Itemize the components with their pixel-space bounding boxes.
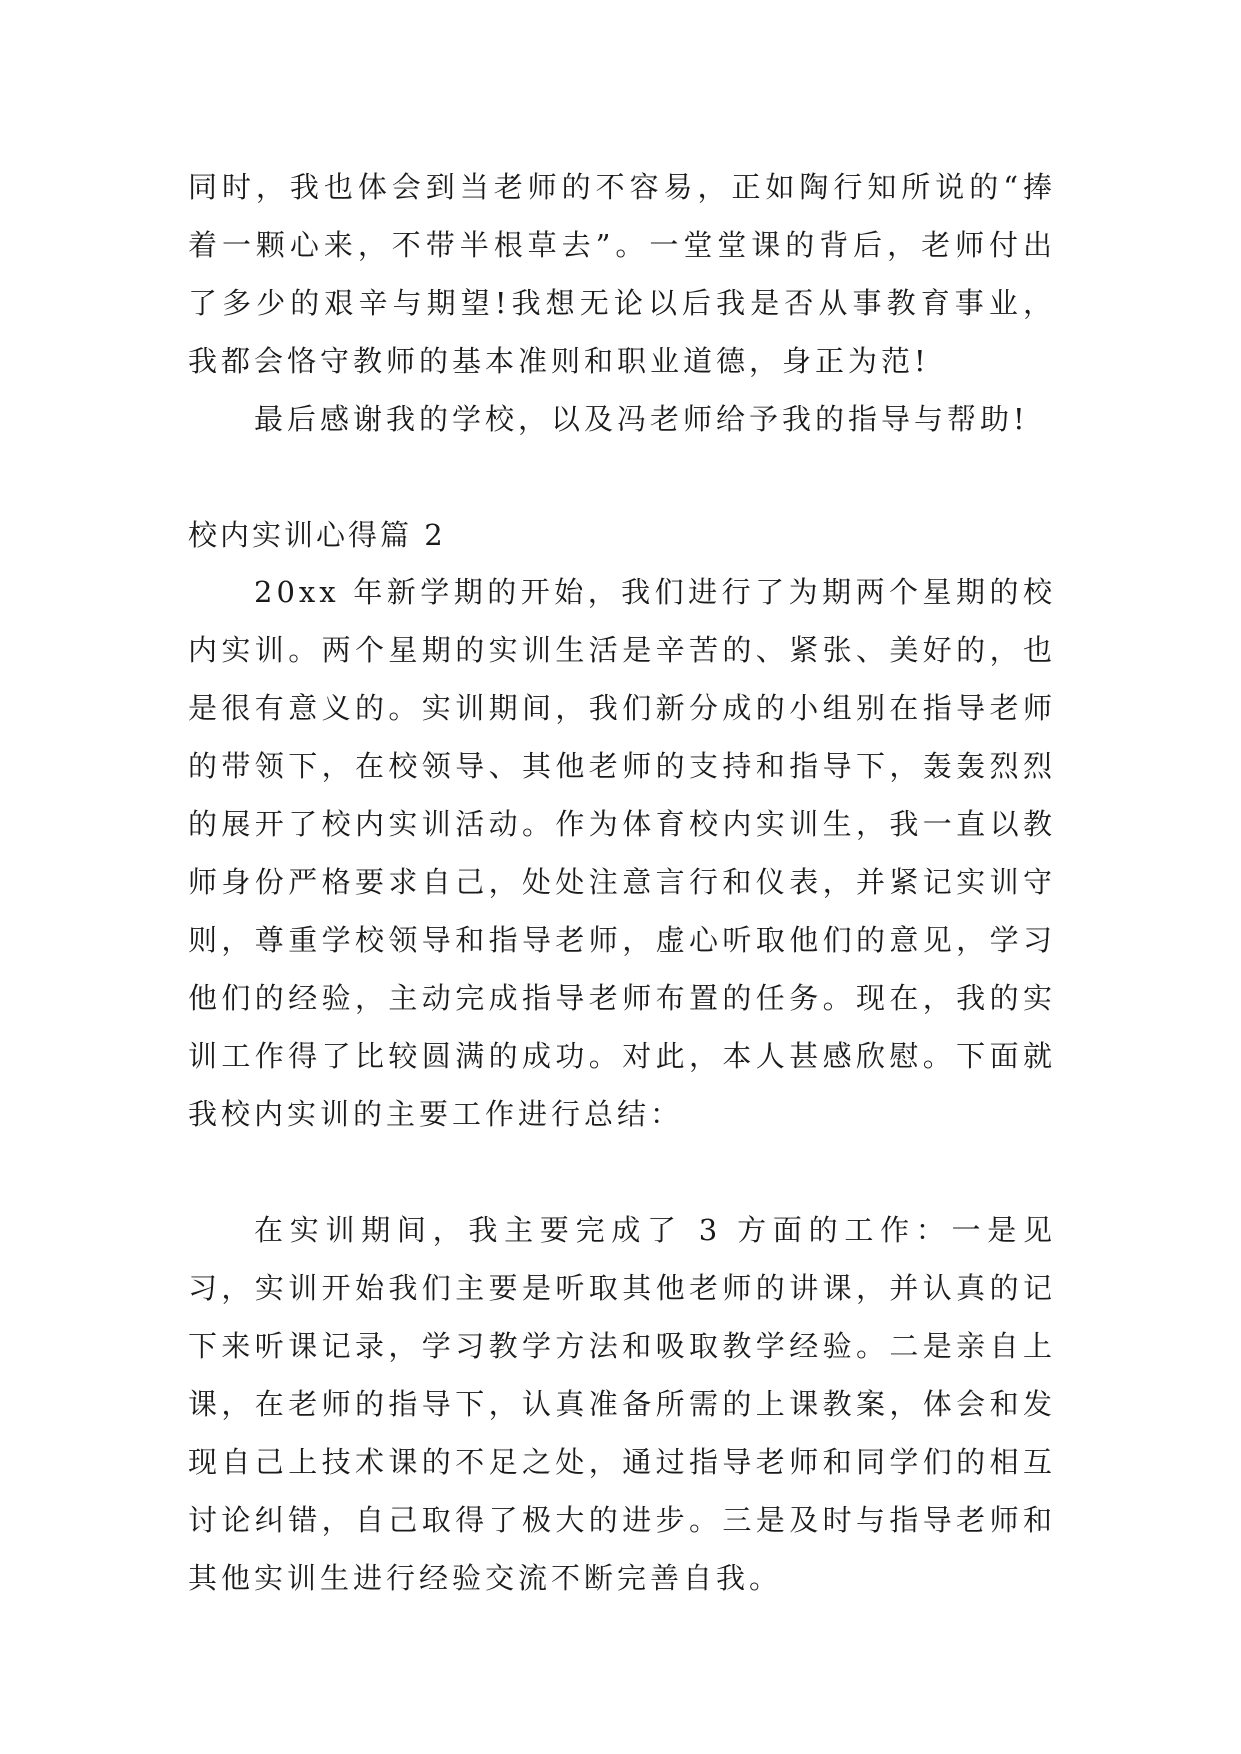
paragraph-intro: 20xx 年新学期的开始，我们进行了为期两个星期的校内实训。两个星期的实训生活是辛苦的、紧张、美好的，也是很有意义的。实训期间，我们新分成的小组别在指导老师的带领下，在校领导、其他老师的支持和指导下，轰轰烈烈的展开了校内实训活动。作为体育校内实训生，我一直以教师身份严格要求自己，处处注意言行和仪表，并紧记实训守则，尊重学校领导和指导老师，虚心听取他们的意见，学习他们的经验，主动完成指导老师布置的任务。现在，我的实训工作得了比较圆满的成功。对此，本人甚感欣慰。下面就我校内实训的主要工作进行总结： bbox=[188, 575, 1056, 1131]
section-heading: 校内实训心得篇 2 bbox=[188, 518, 446, 552]
paragraph-work: 在实训期间，我主要完成了 3 方面的工作：一是见习，实训开始我们主要是听取其他老师的讲课，并认真的记下来听课记录，学习教学方法和吸取教学经验。二是亲自上课，在老师的指导下，认真准备所需的上课教案，体会和发现自己上技术课的不足之处，通过指导老师和同学们的相互讨论纠错，自己取得了极大的进步。三是及时与指导老师和其他实训生进行经验交流不断完善自我。 bbox=[188, 1213, 1056, 1595]
paragraph-continued: 同时，我也体会到当老师的不容易，正如陶行知所说的“捧着一颗心来，不带半根草去”。一堂堂课的背后，老师付出了多少的艰辛与期望!我想无论以后我是否从事教育事业，我都会恪守教师的基本准则和职业道德，身正为范! bbox=[188, 170, 1056, 378]
paragraph-thanks: 最后感谢我的学校，以及冯老师给予我的指导与帮助! bbox=[254, 402, 1029, 436]
